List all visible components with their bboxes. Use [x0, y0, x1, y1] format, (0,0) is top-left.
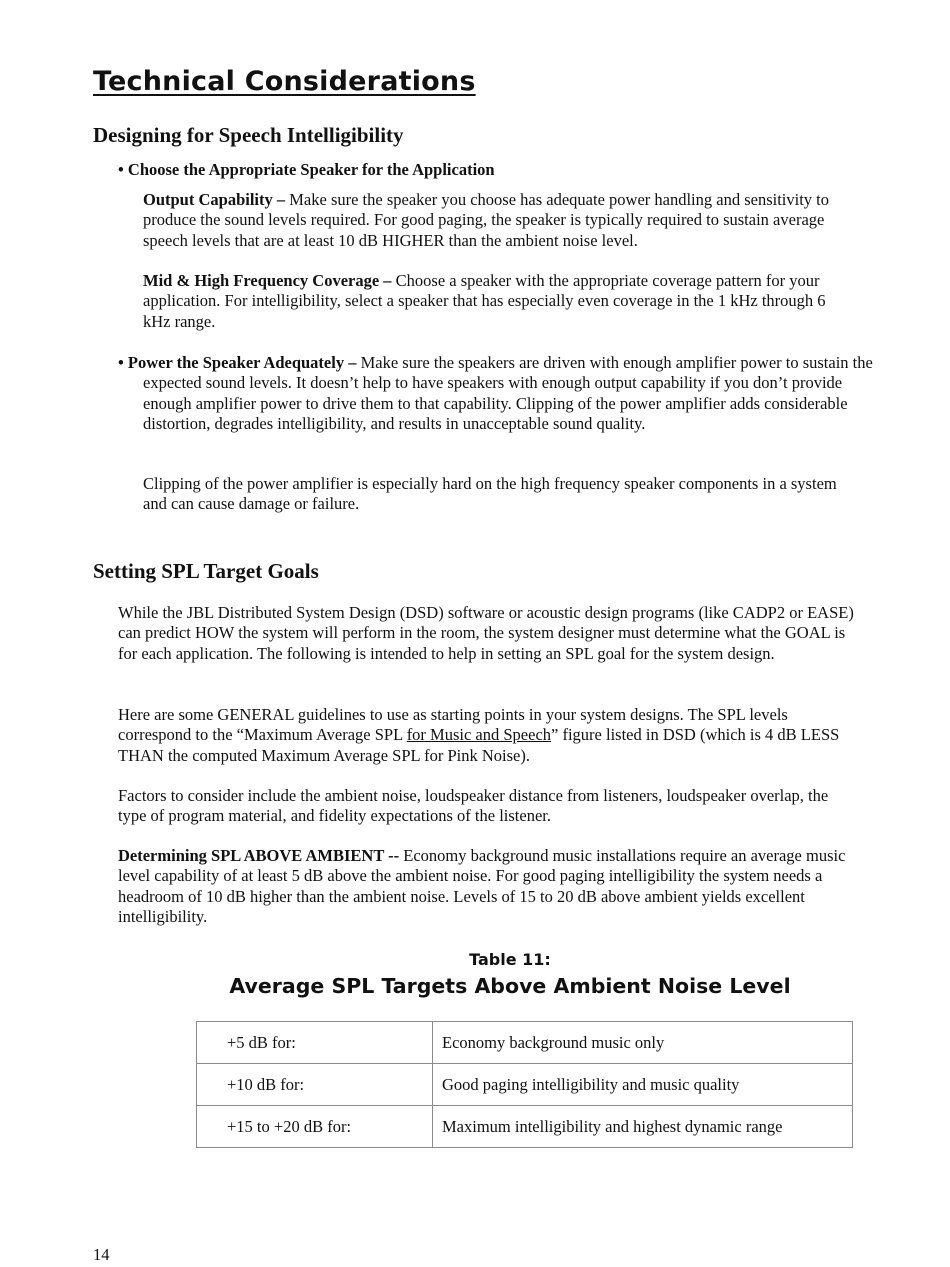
paragraph-clipping-note: Clipping of the power amplifier is especially hard on the high frequency speaker components in a system and can cause damage or failure.: [143, 474, 837, 514]
text-power-speaker: Make sure the speakers are driven with enough amplifier power to sustain the expected sound levels. It doesn’t help to have speakers with enough output capability if you don’t provide enough amplifier power to drive them to that capability. Clipping of the power amplifier adds considerable distortion, degrades intelligibility, and results in unacceptable sound quality.: [143, 353, 873, 433]
text-guidelines-part2: ” figure listed in DSD (which is 4 dB LESS THAN the computed Maximum Average SPL for Pink Noise).: [118, 725, 840, 765]
paragraph-general-guidelines: [118, 705, 858, 766]
label-output-capability: Output Capability –: [143, 190, 286, 209]
table-caption-title: Average SPL Targets Above Ambient Noise Level: [229, 974, 791, 998]
table-row: [197, 1064, 853, 1106]
table-cell-description: Maximum intelligibility and highest dynamic range: [433, 1106, 853, 1148]
paragraph-factors: Factors to consider include the ambient noise, loudspeaker distance from listeners, loudspeaker overlap, the type of program material, and fidelity expectations of the listener.: [118, 786, 829, 826]
text-guidelines-underlined: for Music and Speech: [406, 725, 552, 745]
bullet-heading-choose-speaker: • Choose the Appropriate Speaker for the Application: [118, 160, 495, 179]
table-row: [197, 1106, 853, 1148]
spl-targets-table: [196, 1021, 853, 1148]
table-row: [197, 1022, 853, 1064]
table-cell-level: +5 dB for:: [197, 1022, 433, 1064]
table-cell-description: Good paging intelligibility and music quality: [433, 1064, 853, 1106]
text-frequency-coverage: Choose a speaker with the appropriate coverage pattern for your application. For intelligibility, select a speaker that has especially even coverage in the 1 kHz through 6 kHz range.: [143, 271, 826, 331]
page-title: Technical Considerations: [93, 66, 476, 97]
paragraph-output-capability: [143, 190, 855, 251]
bullet-power-speaker: [118, 353, 883, 434]
table-cell-level: +10 dB for:: [197, 1064, 433, 1106]
section-heading-spl-target-goals: Setting SPL Target Goals: [93, 559, 319, 583]
text-guidelines-part1: Here are some GENERAL guidelines to use as starting points in your system designs. The SPL levels correspond to the “Maximum Average SPL: [118, 705, 788, 745]
table-cell-level: +15 to +20 dB for:: [197, 1106, 433, 1148]
table-caption-number: Table 11:: [469, 950, 551, 969]
section-heading-speech-intelligibility: Designing for Speech Intelligibility: [93, 123, 404, 147]
label-spl-above-ambient: Determining SPL ABOVE AMBIENT --: [118, 846, 400, 865]
label-power-speaker: • Power the Speaker Adequately –: [118, 353, 357, 372]
page-number: 14: [93, 1245, 110, 1264]
text-output-capability: Make sure the speaker you choose has adequate power handling and sensitivity to produce the sound levels required. For good paging, the speaker is typically required to sustain average speech levels that are at least 10 dB HIGHER than the ambient noise level.: [143, 190, 830, 250]
table-cell-description: Economy background music only: [433, 1022, 853, 1064]
paragraph-frequency-coverage: [143, 271, 855, 332]
paragraph-spl-above-ambient: [118, 846, 858, 927]
text-spl-above-ambient: Economy background music installations require an average music level capability of at least 5 dB above the ambient noise. For good paging intelligibility the system needs a headroom of 10 dB higher than the ambient noise. Levels of 15 to 20 dB above ambient yields excellent intelligibility.: [118, 846, 846, 926]
paragraph-dsd-software: While the JBL Distributed System Design (DSD) software or acoustic design programs (like CADP2 or EASE) can predict HOW the system will perform in the room, the system designer must determine what the GOAL is for each application. The following is intended to help in setting an SPL goal for the system design.: [118, 603, 854, 663]
label-frequency-coverage: Mid & High Frequency Coverage –: [143, 271, 392, 290]
